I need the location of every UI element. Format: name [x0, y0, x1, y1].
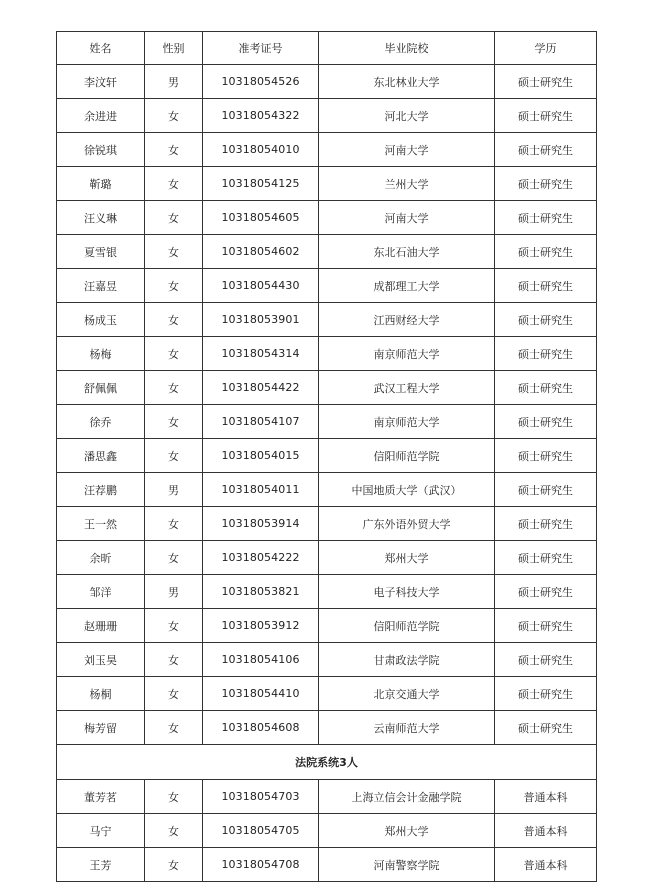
table-row [57, 133, 597, 167]
cell-school: 上海立信会计金融学院 [319, 780, 495, 814]
cell-exam-id: 10318054430 [203, 269, 319, 303]
cell-exam-id: 10318054011 [203, 473, 319, 507]
cell-school: 电子科技大学 [319, 575, 495, 609]
cell-education: 硕士研究生 [495, 711, 597, 745]
table-row [57, 65, 597, 99]
cell-gender: 女 [145, 99, 203, 133]
cell-gender: 女 [145, 780, 203, 814]
table-row [57, 814, 597, 848]
cell-exam-id: 10318054422 [203, 371, 319, 405]
cell-school: 成都理工大学 [319, 269, 495, 303]
cell-education: 硕士研究生 [495, 575, 597, 609]
cell-gender: 女 [145, 711, 203, 745]
cell-education: 硕士研究生 [495, 371, 597, 405]
cell-school: 云南师范大学 [319, 711, 495, 745]
candidate-table-container [56, 31, 596, 882]
cell-school: 信阳师范学院 [319, 439, 495, 473]
table-row [57, 167, 597, 201]
cell-gender: 女 [145, 848, 203, 882]
cell-name: 余昕 [57, 541, 145, 575]
cell-education: 普通本科 [495, 848, 597, 882]
table-row [57, 609, 597, 643]
cell-school: 东北石油大学 [319, 235, 495, 269]
cell-exam-id: 10318054410 [203, 677, 319, 711]
cell-name: 舒佩佩 [57, 371, 145, 405]
cell-gender: 女 [145, 371, 203, 405]
cell-exam-id: 10318054015 [203, 439, 319, 473]
cell-education: 硕士研究生 [495, 269, 597, 303]
cell-education: 硕士研究生 [495, 133, 597, 167]
cell-name: 王一然 [57, 507, 145, 541]
table-row [57, 235, 597, 269]
cell-exam-id: 10318054107 [203, 405, 319, 439]
cell-education: 硕士研究生 [495, 235, 597, 269]
cell-name: 汪义琳 [57, 201, 145, 235]
cell-name: 杨桐 [57, 677, 145, 711]
cell-school: 中国地质大学（武汉） [319, 473, 495, 507]
cell-name: 杨梅 [57, 337, 145, 371]
header-name: 姓名 [57, 32, 145, 65]
cell-name: 马宁 [57, 814, 145, 848]
cell-exam-id: 10318054605 [203, 201, 319, 235]
cell-school: 东北林业大学 [319, 65, 495, 99]
cell-gender: 男 [145, 65, 203, 99]
table-row [57, 541, 597, 575]
table-row [57, 337, 597, 371]
cell-name: 徐锐琪 [57, 133, 145, 167]
cell-school: 北京交通大学 [319, 677, 495, 711]
header-school: 毕业院校 [319, 32, 495, 65]
cell-education: 硕士研究生 [495, 337, 597, 371]
cell-education: 硕士研究生 [495, 303, 597, 337]
cell-gender: 女 [145, 814, 203, 848]
cell-school: 河南大学 [319, 201, 495, 235]
cell-gender: 女 [145, 303, 203, 337]
cell-education: 硕士研究生 [495, 439, 597, 473]
cell-name: 李汶轩 [57, 65, 145, 99]
cell-gender: 女 [145, 439, 203, 473]
cell-education: 硕士研究生 [495, 99, 597, 133]
table-row [57, 269, 597, 303]
cell-exam-id: 10318054703 [203, 780, 319, 814]
cell-school: 河南大学 [319, 133, 495, 167]
cell-gender: 男 [145, 473, 203, 507]
cell-exam-id: 10318053914 [203, 507, 319, 541]
section-title: 法院系统3人 [57, 745, 597, 780]
cell-gender: 女 [145, 133, 203, 167]
table-row [57, 201, 597, 235]
cell-gender: 女 [145, 201, 203, 235]
table-row [57, 439, 597, 473]
table-row [57, 643, 597, 677]
cell-name: 余进进 [57, 99, 145, 133]
cell-name: 潘思鑫 [57, 439, 145, 473]
table-row [57, 371, 597, 405]
table-row [57, 99, 597, 133]
cell-education: 硕士研究生 [495, 167, 597, 201]
cell-education: 硕士研究生 [495, 541, 597, 575]
cell-exam-id: 10318054526 [203, 65, 319, 99]
cell-education: 普通本科 [495, 814, 597, 848]
cell-gender: 女 [145, 337, 203, 371]
cell-exam-id: 10318054602 [203, 235, 319, 269]
cell-education: 硕士研究生 [495, 473, 597, 507]
cell-gender: 女 [145, 269, 203, 303]
cell-education: 硕士研究生 [495, 65, 597, 99]
cell-school: 信阳师范学院 [319, 609, 495, 643]
header-gender: 性别 [145, 32, 203, 65]
cell-exam-id: 10318054106 [203, 643, 319, 677]
cell-gender: 男 [145, 575, 203, 609]
table-row [57, 405, 597, 439]
cell-school: 广东外语外贸大学 [319, 507, 495, 541]
cell-name: 邹洋 [57, 575, 145, 609]
cell-name: 梅芳留 [57, 711, 145, 745]
cell-exam-id: 10318054222 [203, 541, 319, 575]
cell-gender: 女 [145, 167, 203, 201]
cell-gender: 女 [145, 541, 203, 575]
cell-gender: 女 [145, 405, 203, 439]
cell-name: 董芳茗 [57, 780, 145, 814]
table-row [57, 507, 597, 541]
header-exam-id: 准考证号 [203, 32, 319, 65]
table-header-row [57, 32, 597, 65]
cell-name: 夏雪银 [57, 235, 145, 269]
cell-name: 靳璐 [57, 167, 145, 201]
cell-gender: 女 [145, 643, 203, 677]
cell-exam-id: 10318054708 [203, 848, 319, 882]
cell-school: 南京师范大学 [319, 405, 495, 439]
cell-school: 郑州大学 [319, 541, 495, 575]
cell-school: 南京师范大学 [319, 337, 495, 371]
cell-education: 硕士研究生 [495, 609, 597, 643]
header-education: 学历 [495, 32, 597, 65]
cell-education: 硕士研究生 [495, 677, 597, 711]
cell-education: 硕士研究生 [495, 405, 597, 439]
table-row [57, 303, 597, 337]
cell-school: 兰州大学 [319, 167, 495, 201]
cell-name: 王芳 [57, 848, 145, 882]
cell-school: 武汉工程大学 [319, 371, 495, 405]
cell-gender: 女 [145, 507, 203, 541]
cell-school: 江西财经大学 [319, 303, 495, 337]
cell-education: 硕士研究生 [495, 201, 597, 235]
cell-exam-id: 10318053901 [203, 303, 319, 337]
cell-school: 郑州大学 [319, 814, 495, 848]
cell-school: 甘肃政法学院 [319, 643, 495, 677]
cell-name: 汪嘉昱 [57, 269, 145, 303]
cell-gender: 女 [145, 235, 203, 269]
candidate-table [56, 31, 597, 882]
cell-exam-id: 10318054010 [203, 133, 319, 167]
cell-name: 汪荐鹏 [57, 473, 145, 507]
table-row [57, 711, 597, 745]
cell-education: 普通本科 [495, 780, 597, 814]
cell-gender: 女 [145, 609, 203, 643]
table-row [57, 780, 597, 814]
table-body [57, 65, 597, 882]
cell-exam-id: 10318053821 [203, 575, 319, 609]
cell-exam-id: 10318054608 [203, 711, 319, 745]
cell-name: 杨成玉 [57, 303, 145, 337]
cell-education: 硕士研究生 [495, 643, 597, 677]
cell-exam-id: 10318054705 [203, 814, 319, 848]
cell-name: 刘玉昊 [57, 643, 145, 677]
cell-school: 河南警察学院 [319, 848, 495, 882]
cell-name: 徐乔 [57, 405, 145, 439]
table-row [57, 473, 597, 507]
cell-name: 赵珊珊 [57, 609, 145, 643]
section-row [57, 745, 597, 780]
table-row [57, 848, 597, 882]
table-row [57, 677, 597, 711]
cell-exam-id: 10318054125 [203, 167, 319, 201]
cell-exam-id: 10318054314 [203, 337, 319, 371]
cell-gender: 女 [145, 677, 203, 711]
cell-exam-id: 10318054322 [203, 99, 319, 133]
table-row [57, 575, 597, 609]
cell-exam-id: 10318053912 [203, 609, 319, 643]
cell-school: 河北大学 [319, 99, 495, 133]
cell-education: 硕士研究生 [495, 507, 597, 541]
